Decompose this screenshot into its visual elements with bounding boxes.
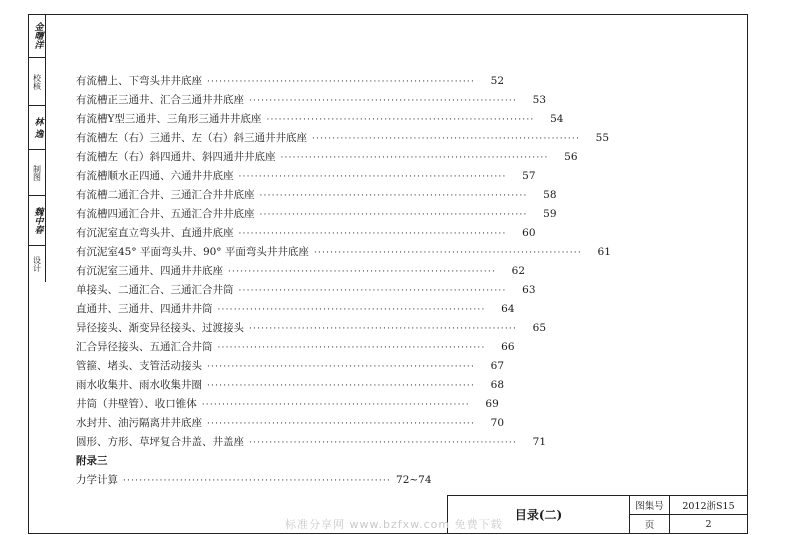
leader-dots: ·································································· xyxy=(207,381,476,391)
leader-dots: ·································································· xyxy=(228,267,497,277)
sign-top: 金曙洋 xyxy=(28,14,46,58)
toc-entry-page: 65 xyxy=(532,322,547,334)
toc-entry[interactable] xyxy=(76,186,557,205)
toc-entry[interactable] xyxy=(76,205,557,224)
toc-entry[interactable] xyxy=(76,281,536,300)
toc-entry-page: 55 xyxy=(595,132,610,144)
leader-dots: ·································································· xyxy=(238,172,507,182)
toc-entry-page: 64 xyxy=(501,303,515,315)
leader-dots: ·································································· xyxy=(123,476,392,486)
toc-entry-title: 圆形、方形、草坪复合井盖、井盖座 xyxy=(76,436,244,448)
toc-entry-page: 53 xyxy=(532,94,547,106)
leader-dots: ·································································· xyxy=(207,77,476,87)
leader-dots: ·································································· xyxy=(312,134,581,144)
toc-entry[interactable] xyxy=(76,167,536,186)
toc-entry-page: 61 xyxy=(597,246,611,258)
toc-entry-title: 管箍、堵头、支管活动接头 xyxy=(76,360,202,372)
toc-entry-page: 67 xyxy=(490,360,505,372)
design-label: 设计 xyxy=(32,256,42,272)
toc-entry-page: 54 xyxy=(550,113,564,125)
toc-entry-title: 水封井、油污隔离井井底座 xyxy=(76,417,202,429)
toc-entry-appendix[interactable] xyxy=(76,471,432,490)
toc-entry-page: 70 xyxy=(490,417,505,429)
page-number: 2 xyxy=(705,518,712,530)
toc-entry-page: 72~74 xyxy=(396,474,432,486)
toc-entry[interactable] xyxy=(76,262,526,281)
drawing-name: 目录(二) xyxy=(448,496,630,533)
toc-entry-page: 71 xyxy=(532,436,547,448)
toc-entry[interactable] xyxy=(76,414,505,433)
leader-dots: ·································································· xyxy=(217,343,486,353)
toc-list xyxy=(76,72,611,452)
toc-entry[interactable] xyxy=(76,91,547,110)
watermark: 标准分享网 www.bzfxw.com 免费下载 xyxy=(285,518,503,531)
toc-entry[interactable] xyxy=(76,148,578,167)
leader-dots: ·································································· xyxy=(280,153,549,163)
toc-entry-page: 57 xyxy=(522,170,536,182)
leader-dots: ·································································· xyxy=(313,248,582,258)
toc-entry[interactable] xyxy=(76,129,610,148)
atlas-label: 图集号 xyxy=(630,496,670,514)
toc-entry-title: 雨水收集井、雨水收集井圈 xyxy=(76,379,202,391)
toc-entry-title: 直通井、三通井、四通井井筒 xyxy=(76,303,213,315)
leader-dots: ·································································· xyxy=(217,305,486,315)
leader-dots: ·································································· xyxy=(259,191,528,201)
toc-entry-page: 60 xyxy=(522,227,536,239)
toc-entry-title: 有流槽四通汇合井、五通汇合井井底座 xyxy=(76,208,255,220)
leader-dots: ·································································· xyxy=(207,362,476,372)
toc-entry[interactable] xyxy=(76,376,505,395)
toc-entry-page: 56 xyxy=(564,151,578,163)
toc-entry-page: 59 xyxy=(543,208,557,220)
leader-dots: ·································································· xyxy=(238,286,507,296)
toc-entry-title: 单接头、二通汇合、三通汇合井筒 xyxy=(76,284,234,296)
leader-dots: ·································································· xyxy=(249,96,518,106)
toc-entry-page: 69 xyxy=(485,398,499,410)
toc-entry[interactable] xyxy=(76,357,505,376)
draw-label: 制图 xyxy=(28,150,46,196)
toc-entry-title: 有流槽上、下弯头井井底座 xyxy=(76,75,202,87)
toc-entry-title: 异径接头、渐变异径接头、过渡接头 xyxy=(76,322,244,334)
sign-draw: 魏中春 xyxy=(28,196,46,246)
toc-entry[interactable] xyxy=(76,72,505,91)
toc-entry-title: 有流槽左（右）三通井、左（右）斜三通井井底座 xyxy=(76,132,307,144)
leader-dots: ·································································· xyxy=(238,229,507,239)
toc-entry[interactable] xyxy=(76,338,515,357)
toc-entry-page: 62 xyxy=(511,265,526,277)
toc-entry-page: 68 xyxy=(490,379,505,391)
toc-entry[interactable] xyxy=(76,433,547,452)
toc-entry-title: 有沉泥室45° 平面弯头井、90° 平面弯头井井底座 xyxy=(76,246,309,258)
toc-entry-title: 有沉泥室三通井、四通井井底座 xyxy=(76,265,223,277)
sign-check: 林 逸 xyxy=(28,106,46,150)
toc-entry[interactable] xyxy=(76,395,499,414)
page-label: 页 xyxy=(630,515,670,533)
toc-entry-title: 井筒（井壁管）、收口锥体 xyxy=(76,398,197,410)
atlas-number: 2012浙S15 xyxy=(682,501,735,512)
leader-dots: ·································································· xyxy=(249,438,518,448)
appendix-heading: 附录三 xyxy=(76,455,108,467)
toc-entry-page: 63 xyxy=(522,284,536,296)
leader-dots: ·································································· xyxy=(266,115,535,125)
toc-entry-title: 有沉泥室直立弯头井、直通井底座 xyxy=(76,227,234,239)
toc-entry-title: 汇合异径接头、五通汇合井筒 xyxy=(76,341,213,353)
toc-entry[interactable] xyxy=(76,319,547,338)
toc-entry-title: 有流槽正三通井、汇合三通井井底座 xyxy=(76,94,244,106)
toc-entry-title: 有流槽二通汇合井、三通汇合井井底座 xyxy=(76,189,255,201)
signature-sidebar xyxy=(28,14,46,282)
toc-entry-title: 有流槽左（右）斜四通井、斜四通井井底座 xyxy=(76,151,276,163)
leader-dots: ·································································· xyxy=(249,324,518,334)
toc-entry-title: 有流槽Y型三通井、三角形三通井井底座 xyxy=(76,113,262,125)
toc-entry[interactable] xyxy=(76,243,611,262)
toc-entry-page: 58 xyxy=(543,189,557,201)
table-of-contents xyxy=(76,72,611,490)
toc-entry[interactable] xyxy=(76,110,564,129)
toc-entry[interactable] xyxy=(76,300,515,319)
toc-entry-title: 力学计算 xyxy=(76,474,118,486)
toc-entry[interactable] xyxy=(76,224,536,243)
toc-entry-title: 有流槽顺水正四通、六通井井底座 xyxy=(76,170,234,182)
leader-dots: ·································································· xyxy=(201,400,470,410)
leader-dots: ·································································· xyxy=(207,419,476,429)
leader-dots: ·································································· xyxy=(259,210,528,220)
toc-entry-page: 52 xyxy=(490,75,505,87)
check-label: 校核 xyxy=(28,58,46,106)
toc-entry-page: 66 xyxy=(501,341,515,353)
